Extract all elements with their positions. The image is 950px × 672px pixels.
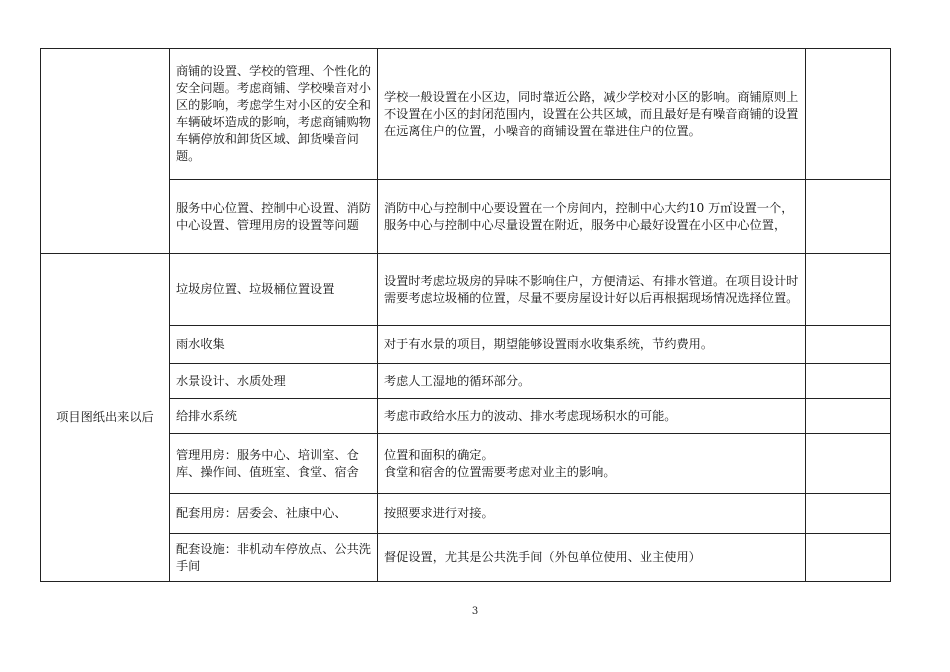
remarks-cell — [806, 399, 891, 434]
description-cell: 设置时考虑垃圾房的异味不影响住户，方便清运、有排水管道。在项目设计时需要考虑垃圾桶的位置，尽量不要房屋设计好以后再根据现场情况选择位置。 — [378, 254, 806, 326]
page-number: 3 — [471, 606, 479, 617]
description-cell: 考虑人工湿地的循环部分。 — [378, 364, 806, 399]
remarks-cell — [806, 49, 891, 180]
table-row — [41, 254, 891, 326]
description-cell: 消防中心与控制中心要设置在一个房间内，控制中心大约10 万㎡设置一个，服务中心与控制中心尽量设置在附近，服务中心最好设置在小区中心位置， — [378, 180, 806, 254]
remarks-cell — [806, 180, 891, 254]
item-cell: 配套设施：非机动车停放点、公共洗手间 — [170, 534, 378, 582]
item-cell: 垃圾房位置、垃圾桶位置设置 — [170, 254, 378, 326]
remarks-cell — [806, 494, 891, 534]
table-row — [41, 49, 891, 180]
remarks-cell — [806, 534, 891, 582]
remarks-cell — [806, 364, 891, 399]
description-cell: 按照要求进行对接。 — [378, 494, 806, 534]
phase-cell: 项目图纸出来以后 — [41, 254, 170, 582]
item-cell: 服务中心位置、控制中心设置、消防中心设置、管理用房的设置等问题 — [170, 180, 378, 254]
item-cell: 给排水系统 — [170, 399, 378, 434]
requirements-table — [40, 48, 891, 582]
item-cell: 雨水收集 — [170, 326, 378, 364]
remarks-cell — [806, 254, 891, 326]
item-cell: 管理用房：服务中心、培训室、仓库、操作间、值班室、食堂、宿舍 — [170, 434, 378, 494]
description-cell: 位置和面积的确定。 食堂和宿舍的位置需要考虑对业主的影响。 — [378, 434, 806, 494]
description-cell: 学校一般设置在小区边，同时靠近公路，减少学校对小区的影响。商铺原则上不设置在小区的封闭范围内，设置在公共区域，而且最好是有噪音商铺的设置在远离住户的位置，小噪音的商铺设置在靠进住户的位置。 — [378, 49, 806, 180]
remarks-cell — [806, 326, 891, 364]
phase-cell-empty — [41, 49, 170, 254]
remarks-cell — [806, 434, 891, 494]
item-cell: 配套用房：居委会、社康中心、 — [170, 494, 378, 534]
description-cell: 考虑市政给水压力的波动、排水考虑现场积水的可能。 — [378, 399, 806, 434]
item-cell: 商铺的设置、学校的管理、个性化的安全问题。考虑商铺、学校噪音对小区的影响，考虑学生对小区的安全和车辆破坏造成的影响，考虑商铺购物车辆停放和卸货区域、卸货噪音问题。 — [170, 49, 378, 180]
item-cell: 水景设计、水质处理 — [170, 364, 378, 399]
description-cell: 对于有水景的项目，期望能够设置雨水收集系统，节约费用。 — [378, 326, 806, 364]
description-cell: 督促设置，尤其是公共洗手间（外包单位使用、业主使用） — [378, 534, 806, 582]
